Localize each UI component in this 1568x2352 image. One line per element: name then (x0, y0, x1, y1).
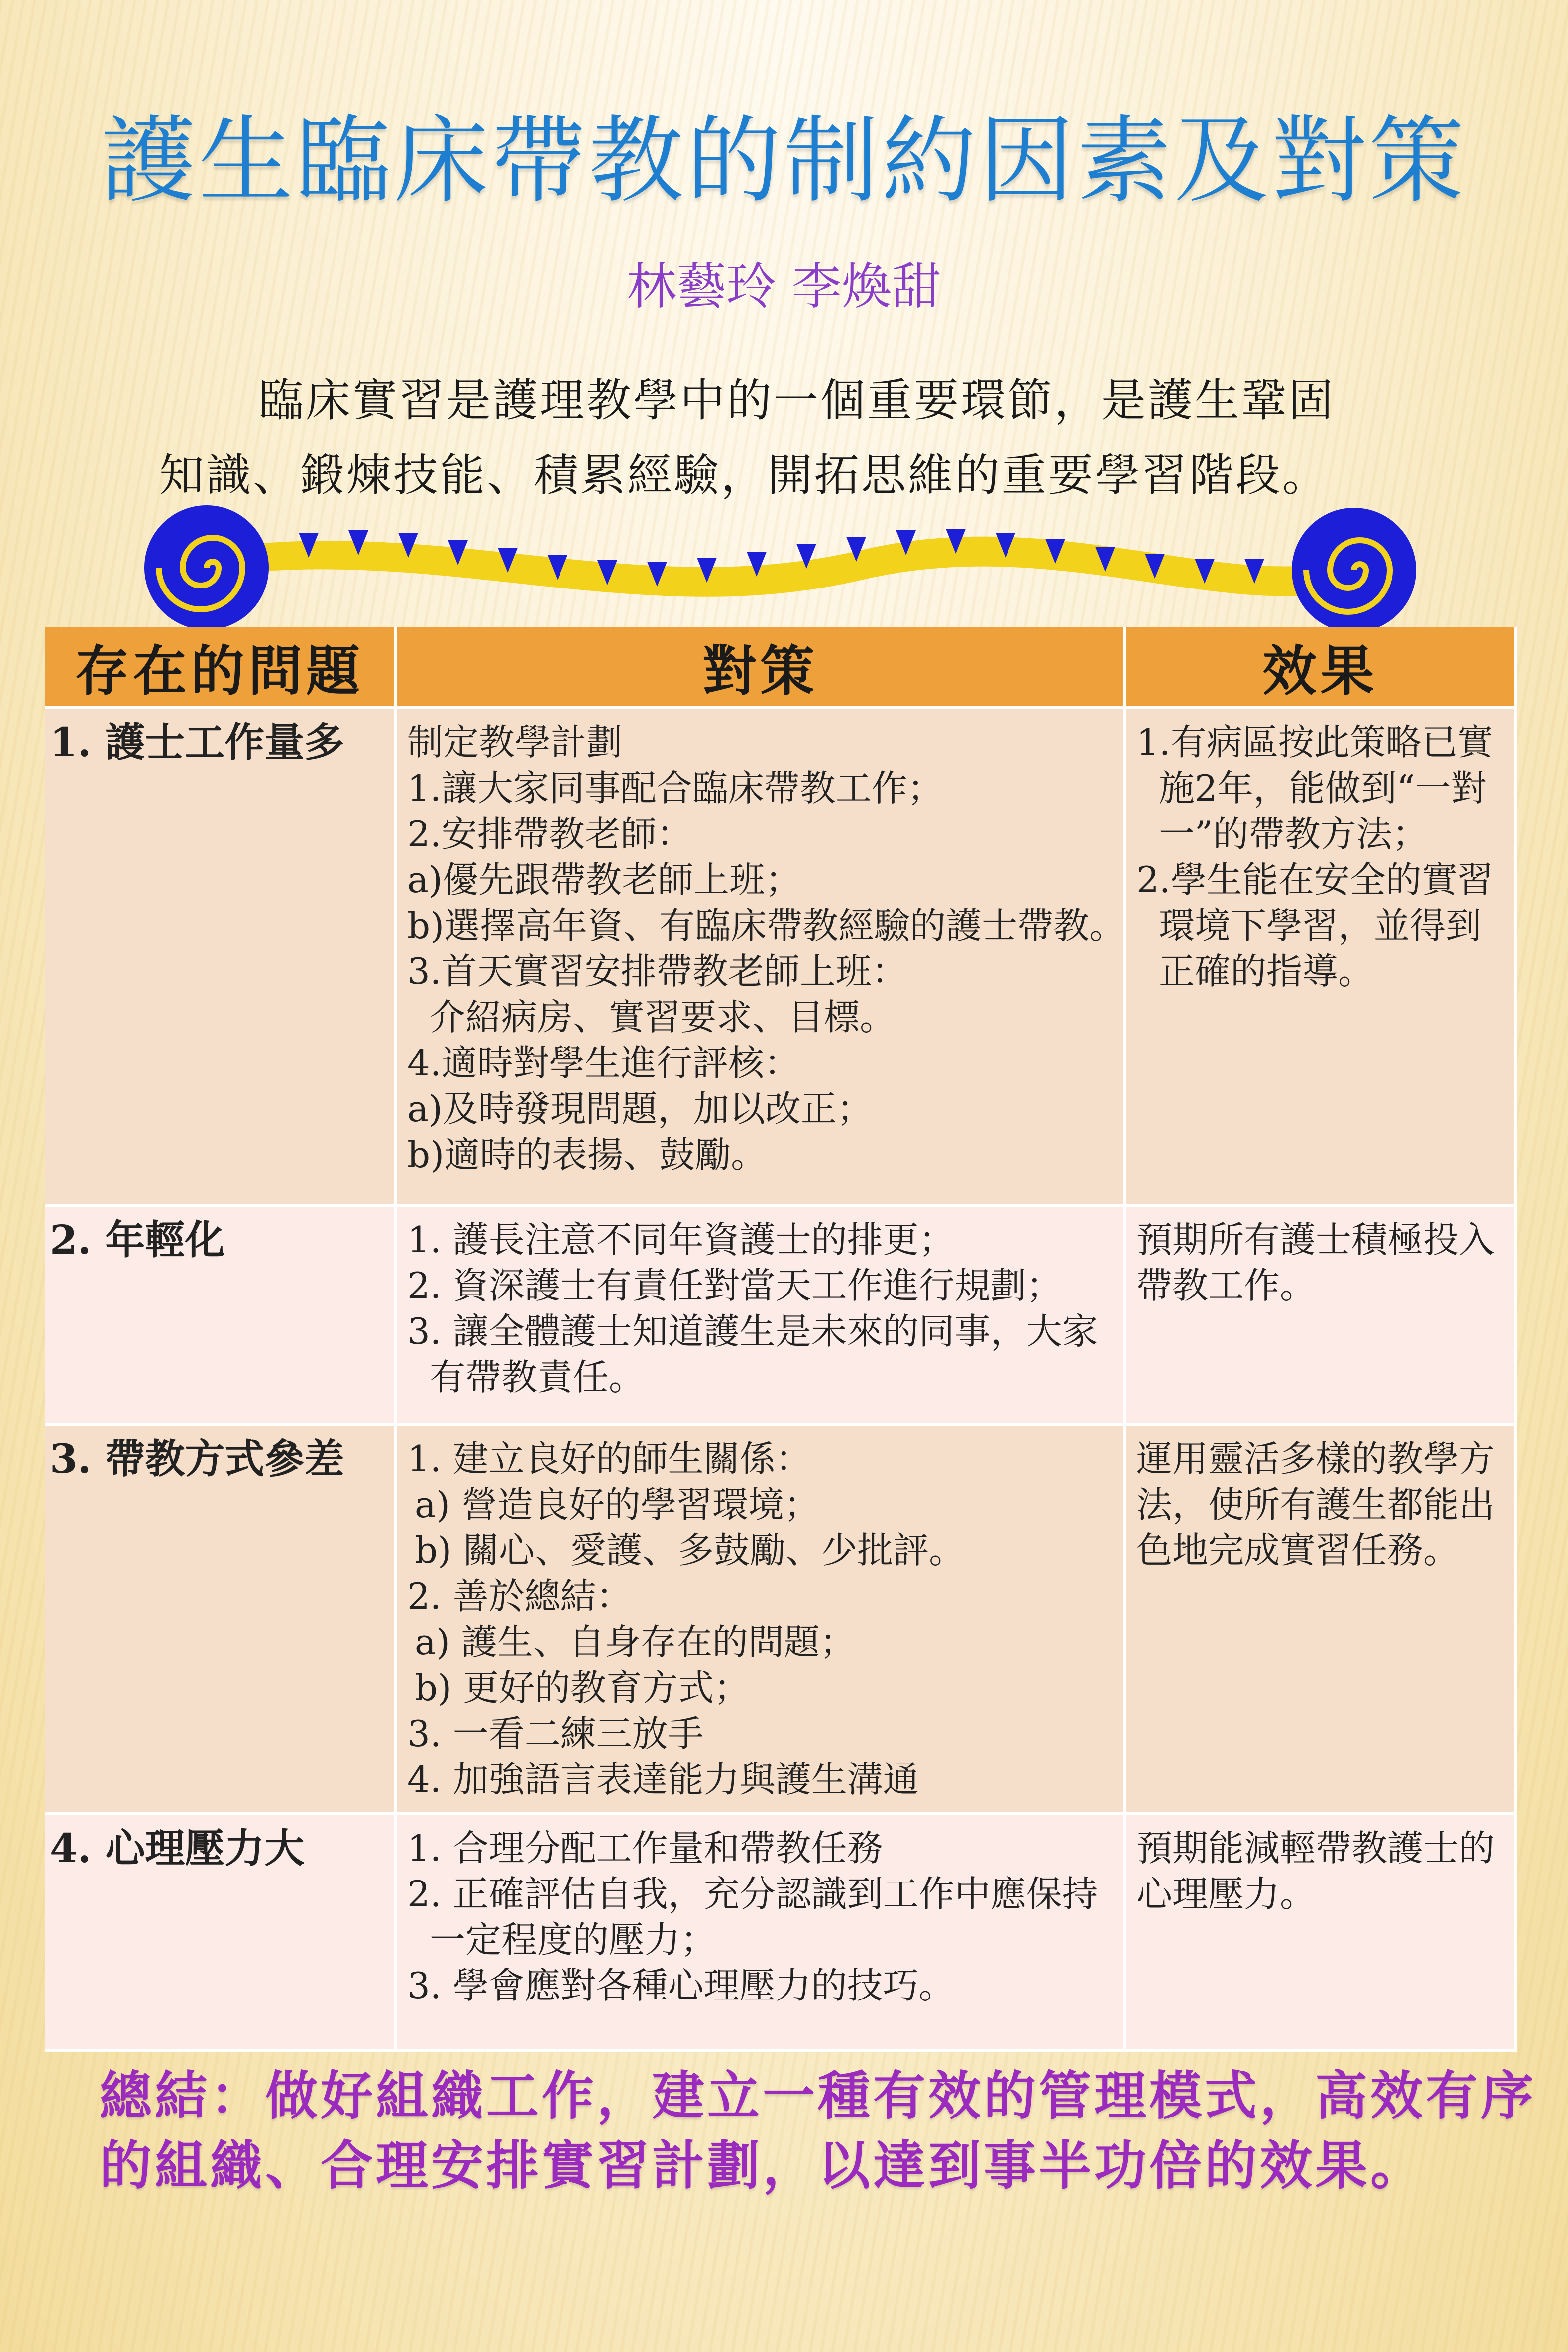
strategy-line: 2. 正確評估自我，充分認識到工作中應保持 (407, 1873, 1098, 1915)
strategy-line: b) 關心、愛護、多鼓勵、少批評。 (415, 1529, 965, 1571)
effect-line: 一”的帶教方法； (1159, 813, 1428, 855)
summary-line-2: 的組織、合理安排實習計劃，以達到事半功倍的效果。 (100, 2135, 1426, 2196)
strategy-line: b) 更好的教育方式； (415, 1667, 750, 1709)
strategy-line: b)選擇高年資、有臨床帶教經驗的護士帶教。 (407, 905, 1125, 946)
problem-cell: 2. 年輕化 (45, 1205, 396, 1424)
strategy-line: 2.安排帶教老師： (407, 813, 692, 855)
strategy-line: 4. 加強語言表達能力與護生溝通 (407, 1759, 919, 1800)
strategy-cell (396, 1814, 1125, 2050)
strategy-line: 制定教學計劃 (407, 721, 623, 763)
effect-line: 施2年，能做到“一對 (1159, 767, 1487, 809)
strategy-line: 有帶教責任。 (430, 1356, 645, 1398)
strategy-line: a) 護生、自身存在的問題； (415, 1621, 856, 1663)
right-spiral-icon (1292, 508, 1416, 627)
effect-cell (1125, 707, 1516, 1205)
strategy-line: b)適時的表揚、鼓勵。 (407, 1134, 767, 1176)
effect-line: 預期所有護士積極投入 (1136, 1219, 1495, 1261)
summary-text (100, 2061, 1537, 2201)
strategy-line: a)優先跟帶教老師上班； (407, 859, 801, 901)
table-header-row (45, 627, 1516, 707)
effect-line: 正確的指導。 (1159, 950, 1374, 992)
effect-line: 色地完成實習任務。 (1136, 1529, 1459, 1571)
authors: 林藝玲 李煥甜 (627, 257, 941, 316)
summary-line-1: 總結：做好組織工作，建立一種有效的管理模式，高效有序 (100, 2066, 1537, 2126)
page-title: 護生臨床帶教的制約因素及對策 (101, 106, 1467, 216)
strategy-line: 4.適時對學生進行評核： (407, 1042, 800, 1084)
table-row (45, 707, 1516, 1205)
strategy-cell (396, 1205, 1125, 1424)
effect-line: 1.有病區按此策略已實 (1136, 721, 1493, 763)
strategy-cell (396, 707, 1125, 1205)
decorative-wave-banner (139, 503, 1424, 627)
effect-cell (1125, 1424, 1516, 1814)
strategy-line: 2. 善於總結： (407, 1575, 632, 1617)
left-spiral-icon (144, 505, 269, 627)
strategy-line: 介紹病房、實習要求、目標。 (430, 996, 896, 1038)
problem-cell: 4. 心理壓力大 (45, 1814, 396, 2050)
effect-line: 預期能減輕帶教護士的 (1136, 1827, 1495, 1869)
effect-line: 心理壓力。 (1136, 1873, 1316, 1915)
problem-cell: 3. 帶教方式參差 (45, 1424, 396, 1814)
strategy-line: 1. 護長注意不同年資護士的排更； (407, 1219, 955, 1261)
header-effect: 效果 (1125, 627, 1516, 707)
problems-strategies-table (45, 627, 1517, 2052)
strategy-line: a) 營造良好的學習環境； (415, 1484, 820, 1526)
strategy-line: 一定程度的壓力； (430, 1919, 717, 1961)
intro-line-2: 知識、鍛煉技能、積累經驗，開拓思維的重要學習階段。 (159, 449, 1329, 501)
effect-line: 環境下學習，並得到 (1159, 905, 1482, 946)
intro-line-1: 臨床實習是護理教學中的一個重要環節，是護生鞏固 (259, 374, 1335, 427)
table-row (45, 1424, 1516, 1814)
strategy-line: a)及時發現問題，加以改正； (407, 1088, 873, 1130)
strategy-line: 2. 資深護士有責任對當天工作進行規劃； (407, 1265, 1062, 1306)
strategy-cell (396, 1424, 1125, 1814)
effect-line: 運用靈活多樣的教學方 (1136, 1438, 1495, 1480)
effect-cell (1125, 1814, 1516, 2050)
effect-line: 法，使所有護生都能出 (1136, 1484, 1495, 1526)
strategy-line: 3. 學會應對各種心理壓力的技巧。 (407, 1965, 955, 2006)
strategy-line: 3. 讓全體護士知道護生是未來的同事，大家 (407, 1310, 1098, 1352)
strategy-line: 1. 建立良好的師生關係： (407, 1438, 811, 1480)
strategy-line: 1. 合理分配工作量和帶教任務 (407, 1827, 883, 1869)
strategy-line: 3. 一看二練三放手 (407, 1713, 704, 1755)
table-row (45, 1205, 1516, 1424)
table-row (45, 1814, 1516, 2050)
effect-line: 帶教工作。 (1136, 1265, 1316, 1306)
problem-cell: 1. 護士工作量多 (45, 707, 396, 1205)
header-problem: 存在的問題 (45, 627, 396, 707)
strategy-line: 3.首天實習安排帶教老師上班： (407, 950, 907, 992)
banner-wave-band (204, 537, 1364, 597)
effect-cell (1125, 1205, 1516, 1424)
strategy-line: 1.讓大家同事配合臨床帶教工作； (407, 767, 943, 809)
header-strategy: 對策 (396, 627, 1125, 707)
effect-line: 2.學生能在安全的實習 (1136, 859, 1493, 901)
